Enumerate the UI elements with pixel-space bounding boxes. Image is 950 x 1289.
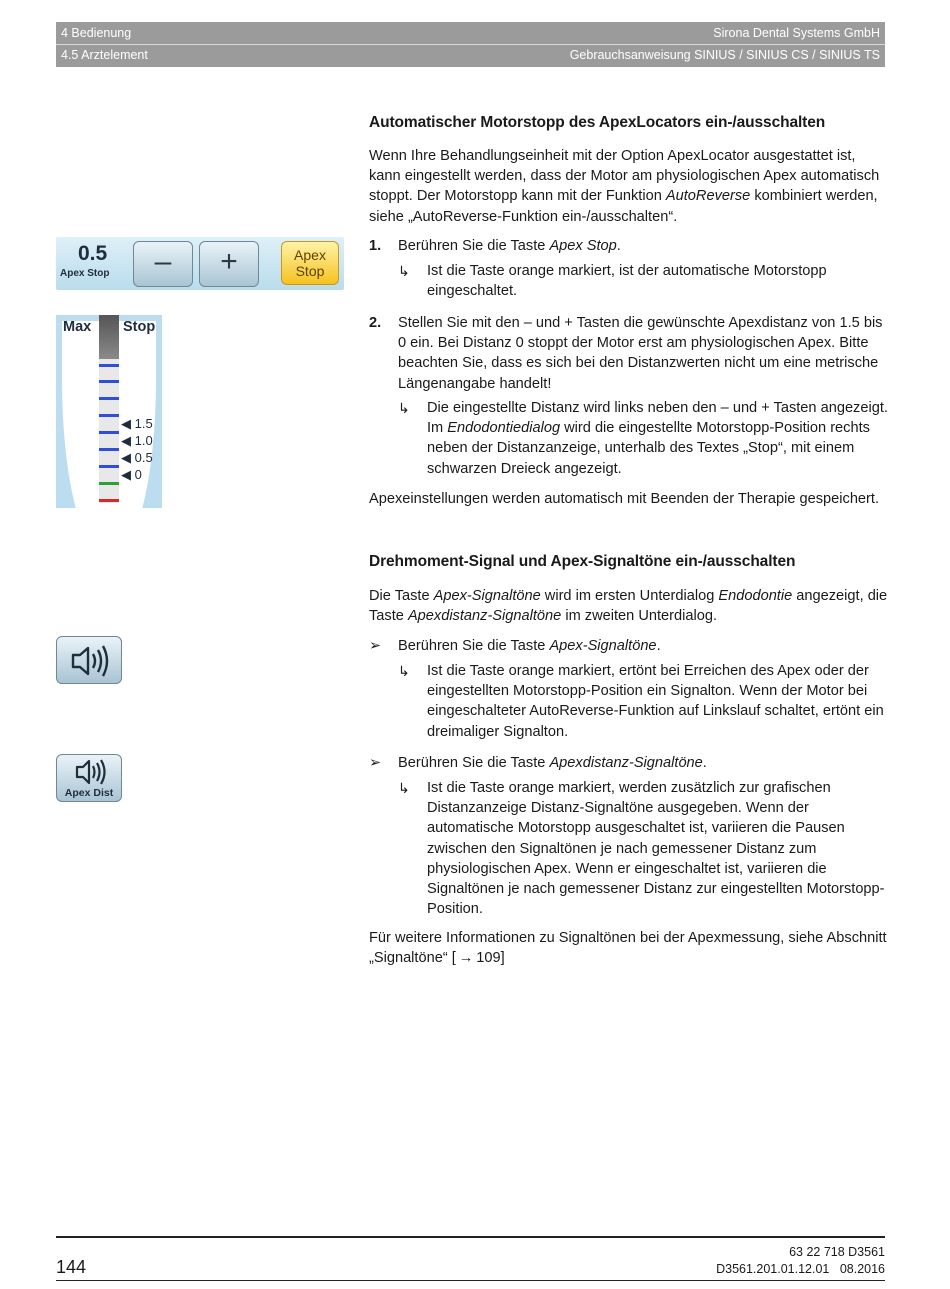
section2-intro-part3: angezeigt, die Taste xyxy=(369,588,888,625)
scale-label-0-5: ◀ 0.5 xyxy=(121,450,153,465)
apex-stop-button-line2: Stop xyxy=(295,263,325,279)
header-section: 4.5 Arztelement xyxy=(61,48,148,62)
section1-closing: Apexeinstellungen werden automatisch mit Beenden der Therapie gespeichert. xyxy=(369,491,880,507)
step-1-emphasis: Apex Stop xyxy=(549,238,617,254)
section2-intro-em2: Endodontie xyxy=(718,588,793,604)
apex-distance-scale-figure xyxy=(56,315,162,508)
result-arrow-icon: ↳ xyxy=(398,663,410,679)
header-manual: Gebrauchsanweisung SINIUS / SINIUS CS / SINIUS TS xyxy=(569,48,880,62)
result-1 xyxy=(398,261,889,301)
step-2-text: Stellen Sie mit den – und + Tasten die gewünschte Apexdistanz von 1.5 bis 0 ein. Bei Distanz 0 stoppt der Motor erst am physiologischen Apex. Bitte beachten Sie, dass es sich bei den Distanzwerten nicht um eine metrische Längenangabe handelt! xyxy=(398,315,883,392)
section1-intro-emphasis: AutoReverse xyxy=(665,188,751,205)
scale-max-label: Max xyxy=(63,319,92,335)
apex-stop-button-line1: Apex xyxy=(294,247,326,263)
scale-tick xyxy=(99,364,119,367)
header-divider xyxy=(56,44,885,45)
step-2 xyxy=(369,313,889,394)
footer-version-date xyxy=(716,1262,885,1276)
step-1-number: 1. xyxy=(369,238,382,254)
minus-button[interactable]: – xyxy=(133,241,193,287)
action-1-emphasis: Apex-Signaltöne xyxy=(549,638,657,654)
result-2 xyxy=(398,398,889,479)
action-1-result-text: Ist die Taste orange markiert, ertönt bei Erreichen des Apex oder der eingestellten Motorstopp-Position ein Signalton. Wenn der Motor bei eingeschalteter AutoReverse-Funktion auf Linkslauf schaltet, ertönt ein dreimaliger Signalton. xyxy=(427,663,884,740)
action-2 xyxy=(369,753,889,773)
section1-intro-part2: kombiniert werden, siehe „AutoReverse-Funktion ein-/ausschalten“. xyxy=(369,188,878,225)
scale-tick-green xyxy=(99,482,119,485)
section2-intro-part4: im zweiten Unterdialog. xyxy=(561,608,718,625)
action-1 xyxy=(369,636,889,656)
apex-stop-control-figure xyxy=(56,237,344,290)
step-1-end: . xyxy=(616,238,621,254)
action-2-result-text: Ist die Taste orange markiert, werden zusätzlich zur grafischen Distanzanzeige Distanz-Signaltöne ausgegeben. Wenn der automatische Motorstopp ausgeschaltet ist, variieren die Pausen zwischen den Signaltönen je nach gemessener Distanz zum physiologischen Apex. Wenn er eingeschaltet ist, variieren die Signaltönen je nach gemessener Distanz zur eingestellten Motorstopp-Position. xyxy=(427,780,885,918)
result-2-text-end: wird die eingestellte Motorstopp-Position rechts neben der Distanzanzeige, unterhalb des Textes „Stop“, mit einem schwarzen Dreieck angezeigt. xyxy=(427,420,870,477)
action-2-emphasis: Apexdistanz-Signaltöne xyxy=(549,755,703,771)
header-company: Sirona Dental Systems GmbH xyxy=(713,26,880,40)
result-1-text: Ist die Taste orange markiert, ist der automatische Motorstopp eingeschaltet. xyxy=(427,263,827,300)
step-2-number: 2. xyxy=(369,315,382,331)
section1-heading: Automatischer Motorstopp des ApexLocators ein-/ausschalten xyxy=(369,114,826,131)
step-1 xyxy=(369,236,889,256)
page-header xyxy=(56,22,885,67)
apex-dist-caption: Apex Dist xyxy=(64,787,114,799)
scale-label-1-0: ◀ 1.0 xyxy=(121,433,153,448)
apex-distance-value: 0.5 xyxy=(78,242,108,265)
footer-date: 08.2016 xyxy=(839,1262,885,1276)
action-1-text: Berühren Sie die Taste xyxy=(398,638,550,654)
apex-distance-signal-tones-button[interactable] xyxy=(56,754,122,802)
action-1-end: . xyxy=(656,638,661,654)
scale-tick xyxy=(99,431,119,434)
result-2-text: Die eingestellte Distanz wird links neben den – und + Tasten angezeigt. Im xyxy=(427,400,888,437)
section2-intro-em3: Apexdistanz-Signaltöne xyxy=(407,608,562,625)
plus-button[interactable]: + xyxy=(199,241,259,287)
section2-intro xyxy=(369,586,889,626)
result-arrow-icon: ↳ xyxy=(398,400,410,416)
scale-tick xyxy=(99,448,119,451)
scale-stop-label: Stop xyxy=(123,319,156,335)
result-2-emphasis: Endodontiedialog xyxy=(447,420,561,437)
section1-intro-part1: Wenn Ihre Behandlungseinheit mit der Option ApexLocator ausgestattet ist, kann eingestellt werden, dass der Motor am physiologischen Apex automatisch stoppt. Der Motorstopp kann mit der Funktion xyxy=(369,148,880,205)
footer-doc-version: D3561.201.01.12.01 xyxy=(716,1262,830,1276)
apex-signal-tones-button[interactable] xyxy=(56,636,122,684)
action-2-result xyxy=(398,778,889,919)
scale-tick xyxy=(99,380,119,383)
scale-tick xyxy=(99,414,119,417)
footer-rule-bottom xyxy=(56,1280,885,1281)
page-number: 144 xyxy=(56,1257,87,1277)
action-1-result xyxy=(398,661,889,742)
footer-doc-number: 63 22 718 D3561 xyxy=(789,1245,885,1259)
speaker-icon xyxy=(57,755,123,789)
section2-closing: Für weitere Informationen zu Signaltönen bei der Apexmessung, siehe Abschnitt „Signaltöne“ [ → 109] xyxy=(369,930,887,967)
result-arrow-icon: ↳ xyxy=(398,780,410,796)
result-arrow-icon: ↳ xyxy=(398,263,410,279)
scale-tube-top xyxy=(99,315,119,359)
header-chapter: 4 Bedienung xyxy=(61,26,132,40)
section2-intro-part1: Die Taste xyxy=(369,588,434,604)
section1-intro xyxy=(369,146,889,227)
step-1-text: Berühren Sie die Taste xyxy=(398,238,550,254)
scale-label-1-5: ◀ 1.5 xyxy=(121,416,153,431)
scale-tick xyxy=(99,465,119,468)
speaker-icon xyxy=(57,637,123,685)
action-arrow-icon: ➢ xyxy=(369,755,382,771)
section2-intro-em1: Apex-Signaltöne xyxy=(433,588,541,604)
scale-tick-red xyxy=(99,499,119,502)
footer-rule-top xyxy=(56,1236,885,1238)
scale-label-0: ◀ 0 xyxy=(121,467,142,482)
apex-distance-label: Apex Stop xyxy=(60,268,110,279)
action-2-text: Berühren Sie die Taste xyxy=(398,755,550,771)
action-arrow-icon: ➢ xyxy=(369,638,382,654)
apex-stop-button[interactable] xyxy=(281,241,339,285)
section2-intro-part2: wird im ersten Unterdialog xyxy=(540,588,719,604)
action-2-end: . xyxy=(702,755,707,771)
section2-heading: Drehmoment-Signal und Apex-Signaltöne ein-/ausschalten xyxy=(369,553,796,570)
scale-tick xyxy=(99,397,119,400)
